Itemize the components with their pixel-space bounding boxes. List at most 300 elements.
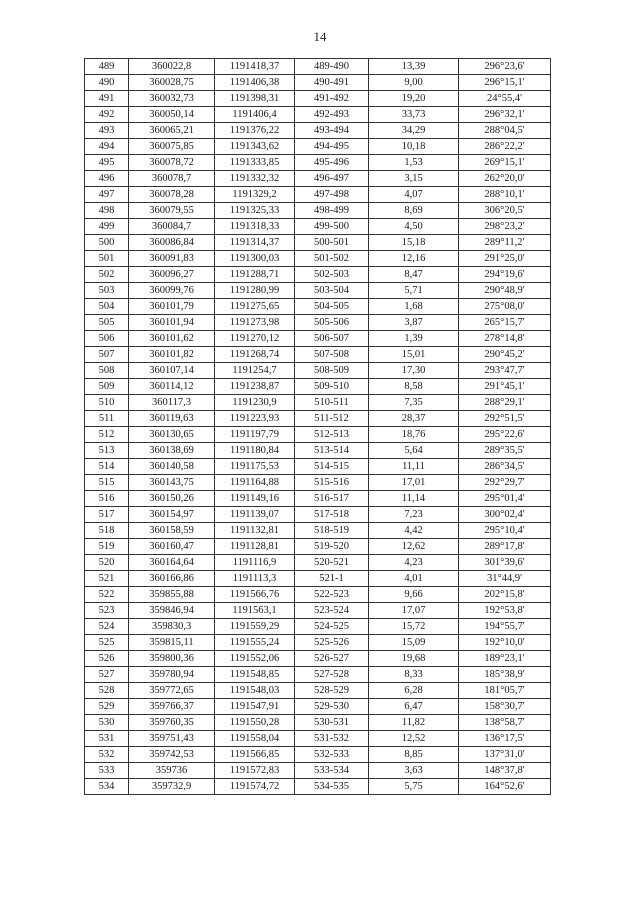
table-row: [85, 459, 551, 475]
segment-cell: 501-502: [295, 251, 369, 267]
x-coordinate-cell: 359780,94: [129, 667, 215, 683]
point-number-cell: 523: [85, 603, 129, 619]
table-row: [85, 763, 551, 779]
direction-angle-cell: 148°37,8': [459, 763, 551, 779]
length-cell: 3,63: [369, 763, 459, 779]
point-number-cell: 504: [85, 299, 129, 315]
segment-cell: 490-491: [295, 75, 369, 91]
point-number-cell: 524: [85, 619, 129, 635]
direction-angle-cell: 300°02,4': [459, 507, 551, 523]
length-cell: 15,01: [369, 347, 459, 363]
direction-angle-cell: 164°52,6': [459, 779, 551, 795]
direction-angle-cell: 138°58,7': [459, 715, 551, 731]
segment-cell: 527-528: [295, 667, 369, 683]
direction-angle-cell: 296°23,6': [459, 59, 551, 75]
table-row: [85, 283, 551, 299]
point-number-cell: 520: [85, 555, 129, 571]
direction-angle-cell: 296°32,1': [459, 107, 551, 123]
point-number-cell: 496: [85, 171, 129, 187]
length-cell: 10,18: [369, 139, 459, 155]
table-row: [85, 747, 551, 763]
y-coordinate-cell: 1191329,2: [215, 187, 295, 203]
length-cell: 1,53: [369, 155, 459, 171]
table-row: [85, 539, 551, 555]
x-coordinate-cell: 359800,36: [129, 651, 215, 667]
table-row: [85, 619, 551, 635]
length-cell: 15,18: [369, 235, 459, 251]
table-row: [85, 203, 551, 219]
segment-cell: 523-524: [295, 603, 369, 619]
segment-cell: 514-515: [295, 459, 369, 475]
y-coordinate-cell: 1191132,81: [215, 523, 295, 539]
y-coordinate-cell: 1191559,29: [215, 619, 295, 635]
point-number-cell: 508: [85, 363, 129, 379]
point-number-cell: 491: [85, 91, 129, 107]
segment-cell: 511-512: [295, 411, 369, 427]
length-cell: 4,01: [369, 571, 459, 587]
segment-cell: 520-521: [295, 555, 369, 571]
direction-angle-cell: 290°48,9': [459, 283, 551, 299]
direction-angle-cell: 291°25,0': [459, 251, 551, 267]
length-cell: 1,39: [369, 331, 459, 347]
direction-angle-cell: 296°15,1': [459, 75, 551, 91]
table-row: [85, 363, 551, 379]
y-coordinate-cell: 1191268,74: [215, 347, 295, 363]
x-coordinate-cell: 360114,12: [129, 379, 215, 395]
length-cell: 28,37: [369, 411, 459, 427]
y-coordinate-cell: 1191139,07: [215, 507, 295, 523]
point-number-cell: 518: [85, 523, 129, 539]
point-number-cell: 515: [85, 475, 129, 491]
point-number-cell: 495: [85, 155, 129, 171]
y-coordinate-cell: 1191273,98: [215, 315, 295, 331]
point-number-cell: 503: [85, 283, 129, 299]
segment-cell: 496-497: [295, 171, 369, 187]
length-cell: 8,58: [369, 379, 459, 395]
length-cell: 33,73: [369, 107, 459, 123]
point-number-cell: 529: [85, 699, 129, 715]
y-coordinate-cell: 1191300,03: [215, 251, 295, 267]
length-cell: 34,29: [369, 123, 459, 139]
segment-cell: 519-520: [295, 539, 369, 555]
direction-angle-cell: 192°53,8': [459, 603, 551, 619]
segment-cell: 500-501: [295, 235, 369, 251]
segment-cell: 504-505: [295, 299, 369, 315]
y-coordinate-cell: 1191572,83: [215, 763, 295, 779]
x-coordinate-cell: 359766,37: [129, 699, 215, 715]
length-cell: 3,15: [369, 171, 459, 187]
y-coordinate-cell: 1191116,9: [215, 555, 295, 571]
table-row: [85, 555, 551, 571]
table-row: [85, 571, 551, 587]
segment-cell: 509-510: [295, 379, 369, 395]
length-cell: 1,68: [369, 299, 459, 315]
length-cell: 3,87: [369, 315, 459, 331]
segment-cell: 534-535: [295, 779, 369, 795]
segment-cell: 489-490: [295, 59, 369, 75]
point-number-cell: 502: [85, 267, 129, 283]
table-row: [85, 635, 551, 651]
x-coordinate-cell: 359736: [129, 763, 215, 779]
direction-angle-cell: 286°34,5': [459, 459, 551, 475]
point-number-cell: 497: [85, 187, 129, 203]
x-coordinate-cell: 359855,88: [129, 587, 215, 603]
y-coordinate-cell: 1191333,85: [215, 155, 295, 171]
point-number-cell: 527: [85, 667, 129, 683]
table-row: [85, 475, 551, 491]
x-coordinate-cell: 360032,73: [129, 91, 215, 107]
x-coordinate-cell: 360101,82: [129, 347, 215, 363]
length-cell: 4,42: [369, 523, 459, 539]
x-coordinate-cell: 360078,28: [129, 187, 215, 203]
point-number-cell: 530: [85, 715, 129, 731]
table-row: [85, 411, 551, 427]
y-coordinate-cell: 1191197,79: [215, 427, 295, 443]
y-coordinate-cell: 1191406,4: [215, 107, 295, 123]
direction-angle-cell: 291°45,1': [459, 379, 551, 395]
y-coordinate-cell: 1191552,06: [215, 651, 295, 667]
length-cell: 8,33: [369, 667, 459, 683]
table-row: [85, 523, 551, 539]
y-coordinate-cell: 1191223,93: [215, 411, 295, 427]
segment-cell: 492-493: [295, 107, 369, 123]
point-number-cell: 516: [85, 491, 129, 507]
segment-cell: 515-516: [295, 475, 369, 491]
y-coordinate-cell: 1191270,12: [215, 331, 295, 347]
segment-cell: 531-532: [295, 731, 369, 747]
y-coordinate-cell: 1191318,33: [215, 219, 295, 235]
point-number-cell: 507: [85, 347, 129, 363]
y-coordinate-cell: 1191547,91: [215, 699, 295, 715]
y-coordinate-cell: 1191376,22: [215, 123, 295, 139]
x-coordinate-cell: 359846,94: [129, 603, 215, 619]
point-number-cell: 510: [85, 395, 129, 411]
x-coordinate-cell: 360075,85: [129, 139, 215, 155]
table-row: [85, 59, 551, 75]
y-coordinate-cell: 1191343,62: [215, 139, 295, 155]
direction-angle-cell: 181°05,7': [459, 683, 551, 699]
direction-angle-cell: 289°35,5': [459, 443, 551, 459]
direction-angle-cell: 202°15,8': [459, 587, 551, 603]
direction-angle-cell: 295°01,4': [459, 491, 551, 507]
point-number-cell: 531: [85, 731, 129, 747]
length-cell: 6,47: [369, 699, 459, 715]
y-coordinate-cell: 1191113,3: [215, 571, 295, 587]
direction-angle-cell: 185°38,9': [459, 667, 551, 683]
segment-cell: 506-507: [295, 331, 369, 347]
point-number-cell: 493: [85, 123, 129, 139]
segment-cell: 503-504: [295, 283, 369, 299]
length-cell: 9,66: [369, 587, 459, 603]
point-number-cell: 500: [85, 235, 129, 251]
table-row: [85, 107, 551, 123]
x-coordinate-cell: 360099,76: [129, 283, 215, 299]
length-cell: 8,69: [369, 203, 459, 219]
y-coordinate-cell: 1191332,32: [215, 171, 295, 187]
direction-angle-cell: 275°08,0': [459, 299, 551, 315]
segment-cell: 529-530: [295, 699, 369, 715]
x-coordinate-cell: 359760,35: [129, 715, 215, 731]
y-coordinate-cell: 1191548,85: [215, 667, 295, 683]
length-cell: 4,07: [369, 187, 459, 203]
x-coordinate-cell: 360160,47: [129, 539, 215, 555]
y-coordinate-cell: 1191566,76: [215, 587, 295, 603]
coordinates-table: [84, 58, 551, 795]
x-coordinate-cell: 359742,53: [129, 747, 215, 763]
segment-cell: 498-499: [295, 203, 369, 219]
x-coordinate-cell: 360101,62: [129, 331, 215, 347]
y-coordinate-cell: 1191563,1: [215, 603, 295, 619]
x-coordinate-cell: 359772,65: [129, 683, 215, 699]
table-row: [85, 779, 551, 795]
x-coordinate-cell: 360078,7: [129, 171, 215, 187]
direction-angle-cell: 269°15,1': [459, 155, 551, 171]
table-row: [85, 395, 551, 411]
direction-angle-cell: 288°10,1': [459, 187, 551, 203]
y-coordinate-cell: 1191548,03: [215, 683, 295, 699]
length-cell: 8,47: [369, 267, 459, 283]
length-cell: 17,01: [369, 475, 459, 491]
direction-angle-cell: 189°23,1': [459, 651, 551, 667]
x-coordinate-cell: 360154,97: [129, 507, 215, 523]
y-coordinate-cell: 1191180,84: [215, 443, 295, 459]
x-coordinate-cell: 360101,94: [129, 315, 215, 331]
y-coordinate-cell: 1191314,37: [215, 235, 295, 251]
table-row: [85, 91, 551, 107]
y-coordinate-cell: 1191555,24: [215, 635, 295, 651]
segment-cell: 521-1: [295, 571, 369, 587]
segment-cell: 522-523: [295, 587, 369, 603]
table-row: [85, 731, 551, 747]
point-number-cell: 513: [85, 443, 129, 459]
direction-angle-cell: 286°22,2': [459, 139, 551, 155]
point-number-cell: 489: [85, 59, 129, 75]
table-row: [85, 155, 551, 171]
length-cell: 5,64: [369, 443, 459, 459]
segment-cell: 494-495: [295, 139, 369, 155]
table-row: [85, 171, 551, 187]
y-coordinate-cell: 1191325,33: [215, 203, 295, 219]
segment-cell: 530-531: [295, 715, 369, 731]
length-cell: 7,35: [369, 395, 459, 411]
length-cell: 15,09: [369, 635, 459, 651]
direction-angle-cell: 24°55,4': [459, 91, 551, 107]
direction-angle-cell: 137°31,0': [459, 747, 551, 763]
segment-cell: 495-496: [295, 155, 369, 171]
direction-angle-cell: 31°44,9': [459, 571, 551, 587]
length-cell: 11,82: [369, 715, 459, 731]
table-row: [85, 187, 551, 203]
length-cell: 19,20: [369, 91, 459, 107]
y-coordinate-cell: 1191550,28: [215, 715, 295, 731]
direction-angle-cell: 289°11,2': [459, 235, 551, 251]
table-row: [85, 139, 551, 155]
segment-cell: 508-509: [295, 363, 369, 379]
direction-angle-cell: 158°30,7': [459, 699, 551, 715]
length-cell: 8,85: [369, 747, 459, 763]
length-cell: 13,39: [369, 59, 459, 75]
point-number-cell: 532: [85, 747, 129, 763]
direction-angle-cell: 292°51,5': [459, 411, 551, 427]
length-cell: 17,07: [369, 603, 459, 619]
length-cell: 12,16: [369, 251, 459, 267]
direction-angle-cell: 295°22,6': [459, 427, 551, 443]
direction-angle-cell: 262°20,0': [459, 171, 551, 187]
point-number-cell: 492: [85, 107, 129, 123]
x-coordinate-cell: 360028,75: [129, 75, 215, 91]
segment-cell: 526-527: [295, 651, 369, 667]
point-number-cell: 514: [85, 459, 129, 475]
direction-angle-cell: 194°55,7': [459, 619, 551, 635]
segment-cell: 510-511: [295, 395, 369, 411]
y-coordinate-cell: 1191574,72: [215, 779, 295, 795]
x-coordinate-cell: 360130,65: [129, 427, 215, 443]
x-coordinate-cell: 360022,8: [129, 59, 215, 75]
length-cell: 15,72: [369, 619, 459, 635]
x-coordinate-cell: 360078,72: [129, 155, 215, 171]
table-row: [85, 683, 551, 699]
point-number-cell: 511: [85, 411, 129, 427]
x-coordinate-cell: 360158,59: [129, 523, 215, 539]
segment-cell: 507-508: [295, 347, 369, 363]
direction-angle-cell: 192°10,0': [459, 635, 551, 651]
table-row: [85, 603, 551, 619]
x-coordinate-cell: 360084,7: [129, 219, 215, 235]
point-number-cell: 521: [85, 571, 129, 587]
y-coordinate-cell: 1191149,16: [215, 491, 295, 507]
point-number-cell: 501: [85, 251, 129, 267]
length-cell: 11,11: [369, 459, 459, 475]
length-cell: 7,23: [369, 507, 459, 523]
direction-angle-cell: 265°15,7': [459, 315, 551, 331]
y-coordinate-cell: 1191558,04: [215, 731, 295, 747]
direction-angle-cell: 278°14,8': [459, 331, 551, 347]
table-row: [85, 75, 551, 91]
y-coordinate-cell: 1191164,88: [215, 475, 295, 491]
direction-angle-cell: 290°45,2': [459, 347, 551, 363]
x-coordinate-cell: 359830,3: [129, 619, 215, 635]
table-row: [85, 315, 551, 331]
direction-angle-cell: 289°17,8': [459, 539, 551, 555]
table-row: [85, 267, 551, 283]
direction-angle-cell: 298°23,2': [459, 219, 551, 235]
segment-cell: 516-517: [295, 491, 369, 507]
x-coordinate-cell: 360143,75: [129, 475, 215, 491]
segment-cell: 513-514: [295, 443, 369, 459]
segment-cell: 532-533: [295, 747, 369, 763]
table-row: [85, 699, 551, 715]
length-cell: 17,30: [369, 363, 459, 379]
segment-cell: 502-503: [295, 267, 369, 283]
segment-cell: 493-494: [295, 123, 369, 139]
table-row: [85, 587, 551, 603]
table-row: [85, 379, 551, 395]
point-number-cell: 509: [85, 379, 129, 395]
x-coordinate-cell: 360164,64: [129, 555, 215, 571]
point-number-cell: 517: [85, 507, 129, 523]
table-row: [85, 715, 551, 731]
y-coordinate-cell: 1191175,53: [215, 459, 295, 475]
length-cell: 19,68: [369, 651, 459, 667]
segment-cell: 491-492: [295, 91, 369, 107]
x-coordinate-cell: 360119,63: [129, 411, 215, 427]
y-coordinate-cell: 1191238,87: [215, 379, 295, 395]
x-coordinate-cell: 360091,83: [129, 251, 215, 267]
x-coordinate-cell: 360079,55: [129, 203, 215, 219]
x-coordinate-cell: 360065,21: [129, 123, 215, 139]
direction-angle-cell: 293°47,7': [459, 363, 551, 379]
point-number-cell: 522: [85, 587, 129, 603]
y-coordinate-cell: 1191398,31: [215, 91, 295, 107]
length-cell: 11,14: [369, 491, 459, 507]
point-number-cell: 505: [85, 315, 129, 331]
length-cell: 18,76: [369, 427, 459, 443]
point-number-cell: 528: [85, 683, 129, 699]
segment-cell: 525-526: [295, 635, 369, 651]
segment-cell: 518-519: [295, 523, 369, 539]
table-row: [85, 443, 551, 459]
segment-cell: 512-513: [295, 427, 369, 443]
point-number-cell: 512: [85, 427, 129, 443]
y-coordinate-cell: 1191230,9: [215, 395, 295, 411]
y-coordinate-cell: 1191418,37: [215, 59, 295, 75]
x-coordinate-cell: 359751,43: [129, 731, 215, 747]
point-number-cell: 494: [85, 139, 129, 155]
x-coordinate-cell: 360096,27: [129, 267, 215, 283]
table-row: [85, 235, 551, 251]
direction-angle-cell: 288°29,1': [459, 395, 551, 411]
length-cell: 12,52: [369, 731, 459, 747]
segment-cell: 497-498: [295, 187, 369, 203]
point-number-cell: 506: [85, 331, 129, 347]
segment-cell: 517-518: [295, 507, 369, 523]
direction-angle-cell: 301°39,6': [459, 555, 551, 571]
length-cell: 12,62: [369, 539, 459, 555]
table-row: [85, 667, 551, 683]
direction-angle-cell: 288°04,5': [459, 123, 551, 139]
x-coordinate-cell: 360150,26: [129, 491, 215, 507]
point-number-cell: 526: [85, 651, 129, 667]
table-row: [85, 123, 551, 139]
segment-cell: 499-500: [295, 219, 369, 235]
direction-angle-cell: 294°19,6': [459, 267, 551, 283]
x-coordinate-cell: 359815,11: [129, 635, 215, 651]
table-row: [85, 251, 551, 267]
x-coordinate-cell: 359732,9: [129, 779, 215, 795]
x-coordinate-cell: 360101,79: [129, 299, 215, 315]
y-coordinate-cell: 1191128,81: [215, 539, 295, 555]
table-row: [85, 651, 551, 667]
x-coordinate-cell: 360117,3: [129, 395, 215, 411]
table-row: [85, 331, 551, 347]
direction-angle-cell: 136°17,5': [459, 731, 551, 747]
length-cell: 5,71: [369, 283, 459, 299]
y-coordinate-cell: 1191275,65: [215, 299, 295, 315]
table-row: [85, 299, 551, 315]
segment-cell: 528-529: [295, 683, 369, 699]
x-coordinate-cell: 360086,84: [129, 235, 215, 251]
point-number-cell: 519: [85, 539, 129, 555]
page-number: 14: [313, 29, 327, 44]
x-coordinate-cell: 360107,14: [129, 363, 215, 379]
table-row: [85, 491, 551, 507]
x-coordinate-cell: 360050,14: [129, 107, 215, 123]
y-coordinate-cell: 1191254,7: [215, 363, 295, 379]
length-cell: 6,28: [369, 683, 459, 699]
point-number-cell: 534: [85, 779, 129, 795]
y-coordinate-cell: 1191406,38: [215, 75, 295, 91]
direction-angle-cell: 295°10,4': [459, 523, 551, 539]
